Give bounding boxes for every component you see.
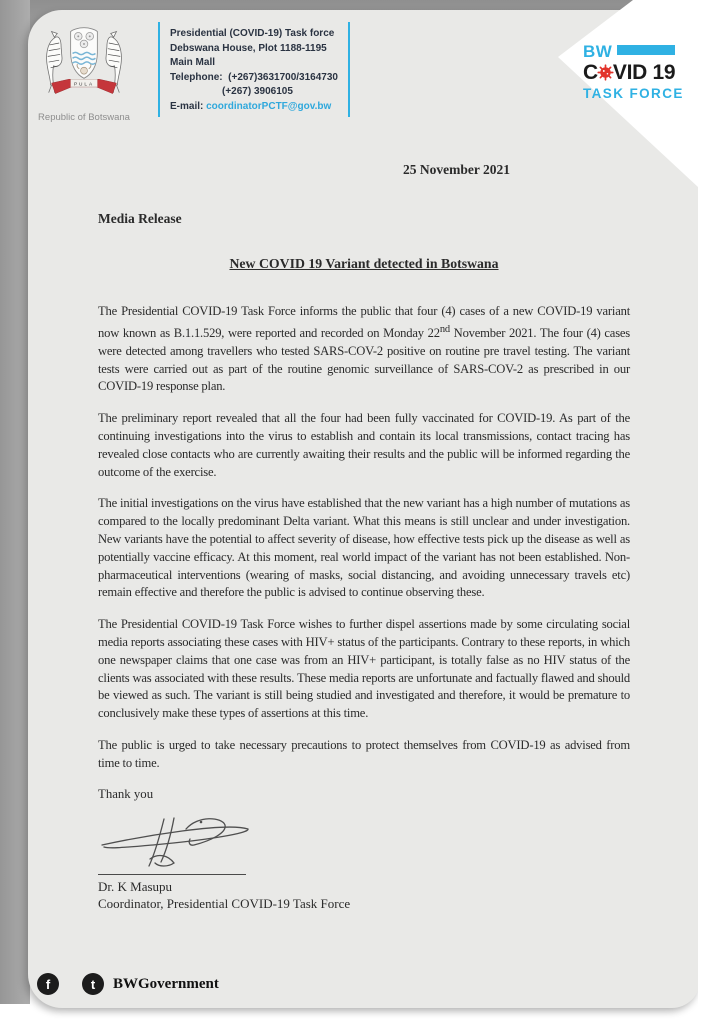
phone-line-1	[170, 71, 340, 86]
letter-paragraph-3: The initial investigations on the virus have established that the new variant has a high number of mutations as compared to the locally predominant Delta variant. What this means is still unclear and under investigation. New variants have the potential to affect severity of disease, how effective tests pick up the disease as well as potentially vaccine efficacy. At this moment, real world impact of the variant has not been established. Non-pharmaceutical interventions (wearing of masks, social distancing, and avoiding unnecessary travels etc) remain effective and therefore the public is advised to continue observing these.	[98, 496, 630, 600]
closing-line: Thank you	[98, 786, 154, 801]
phone-number-2: (+267) 3906105	[222, 86, 293, 97]
coat-of-arms-icon	[36, 22, 132, 106]
signatory-title: Coordinator, Presidential COVID-19 Task Force	[98, 895, 351, 911]
letter-paragraph-2: The preliminary report revealed that all the four had been fully vaccinated for COVID-19. As part of the continuing investigations into the virus to establish and contain its local transmissions, contact tracing has revealed close contacts who are currently awaiting their results and the public will be informed regarding the outcome of the exercise.	[98, 411, 630, 479]
paragraph-1-text-cont: November 2021. The four (4) cases were detected among travellers who tested SARS-COV-2 positive on routine pre travel testing. The variant tests were carried out as part of the routine genomic surveillance of SARS-COV-2 as prescribed in our COVID-19 response plan.	[98, 325, 630, 394]
logo-row-1	[583, 43, 713, 60]
signature-block	[98, 810, 630, 912]
emblem-motto: PULA	[73, 82, 95, 88]
logo-row-2	[583, 62, 713, 83]
org-name: Presidential (COVID-19) Task force	[170, 28, 335, 39]
logo-covid-pre: C	[583, 61, 598, 84]
address-line-2: Main Mall	[170, 57, 216, 68]
email-line	[170, 100, 340, 115]
email-link[interactable]: coordinatorPCTF@gov.bw	[206, 100, 332, 112]
letter-paragraph-1	[98, 303, 630, 396]
botswana-coat-of-arms	[34, 22, 134, 123]
social-handle: BWGovernment	[113, 975, 219, 992]
letter-date: 25 November 2021	[403, 162, 510, 177]
covid-task-force-logo	[583, 43, 713, 101]
signatory-name: Dr. K Masupu	[98, 878, 173, 894]
logo-cyan-bar	[617, 45, 675, 55]
letter-paragraph-5: The public is urged to take necessary precautions to protect themselves from COVID-19 as advised from time to time.	[98, 737, 630, 770]
emblem-caption: Republic of Botswana	[38, 112, 130, 123]
virus-icon	[597, 64, 614, 81]
letter-title: New COVID 19 Variant detected in Botswana	[229, 256, 499, 271]
signature-rule	[98, 874, 246, 875]
address-line-1: Debswana House, Plot 1188-1195	[170, 42, 327, 54]
letterhead-contact-block	[158, 22, 350, 117]
scan-background-left	[0, 0, 30, 1004]
phone-label: Telephone:	[170, 71, 223, 83]
paragraph-1-text: The Presidential COVID-19 Task Force informs the public that four (4) cases of a new COVID-19 variant now known as B.1.1.529, were reported and recorded on Monday 22	[98, 304, 630, 340]
letter-paragraph-4: The Presidential COVID-19 Task Force wishes to further dispel assertions made by some circulating social media reports associating these cases with HIV+ status of the participants. Contrary to these reports, in which one newspaper claims that one case was from an HIV+ participant, is totally false as no HIV status of the clients was associated with these results. These media reports are unfortunate and factually flawed and should be viewed as such. The variant is still being studied and investigated and therefore, it would be premature to conclusively make these types of assertions at this time.	[98, 617, 630, 721]
phone-number-1: (+267)3631700/3164730	[228, 71, 338, 83]
facebook-icon: f	[37, 973, 59, 995]
logo-task-force-text: TASK FORCE	[583, 86, 684, 101]
letter-body	[98, 162, 630, 912]
footer-social-bar	[37, 973, 219, 995]
media-release-label: Media Release	[98, 211, 182, 226]
email-label: E-mail:	[170, 100, 204, 112]
twitter-icon: t	[82, 973, 104, 995]
ordinal-superscript: nd	[439, 323, 450, 335]
signature-image	[98, 810, 268, 868]
letter-page	[28, 10, 700, 1008]
logo-bw-text: BW	[583, 42, 613, 61]
logo-covid-post: VID 19	[612, 61, 676, 84]
